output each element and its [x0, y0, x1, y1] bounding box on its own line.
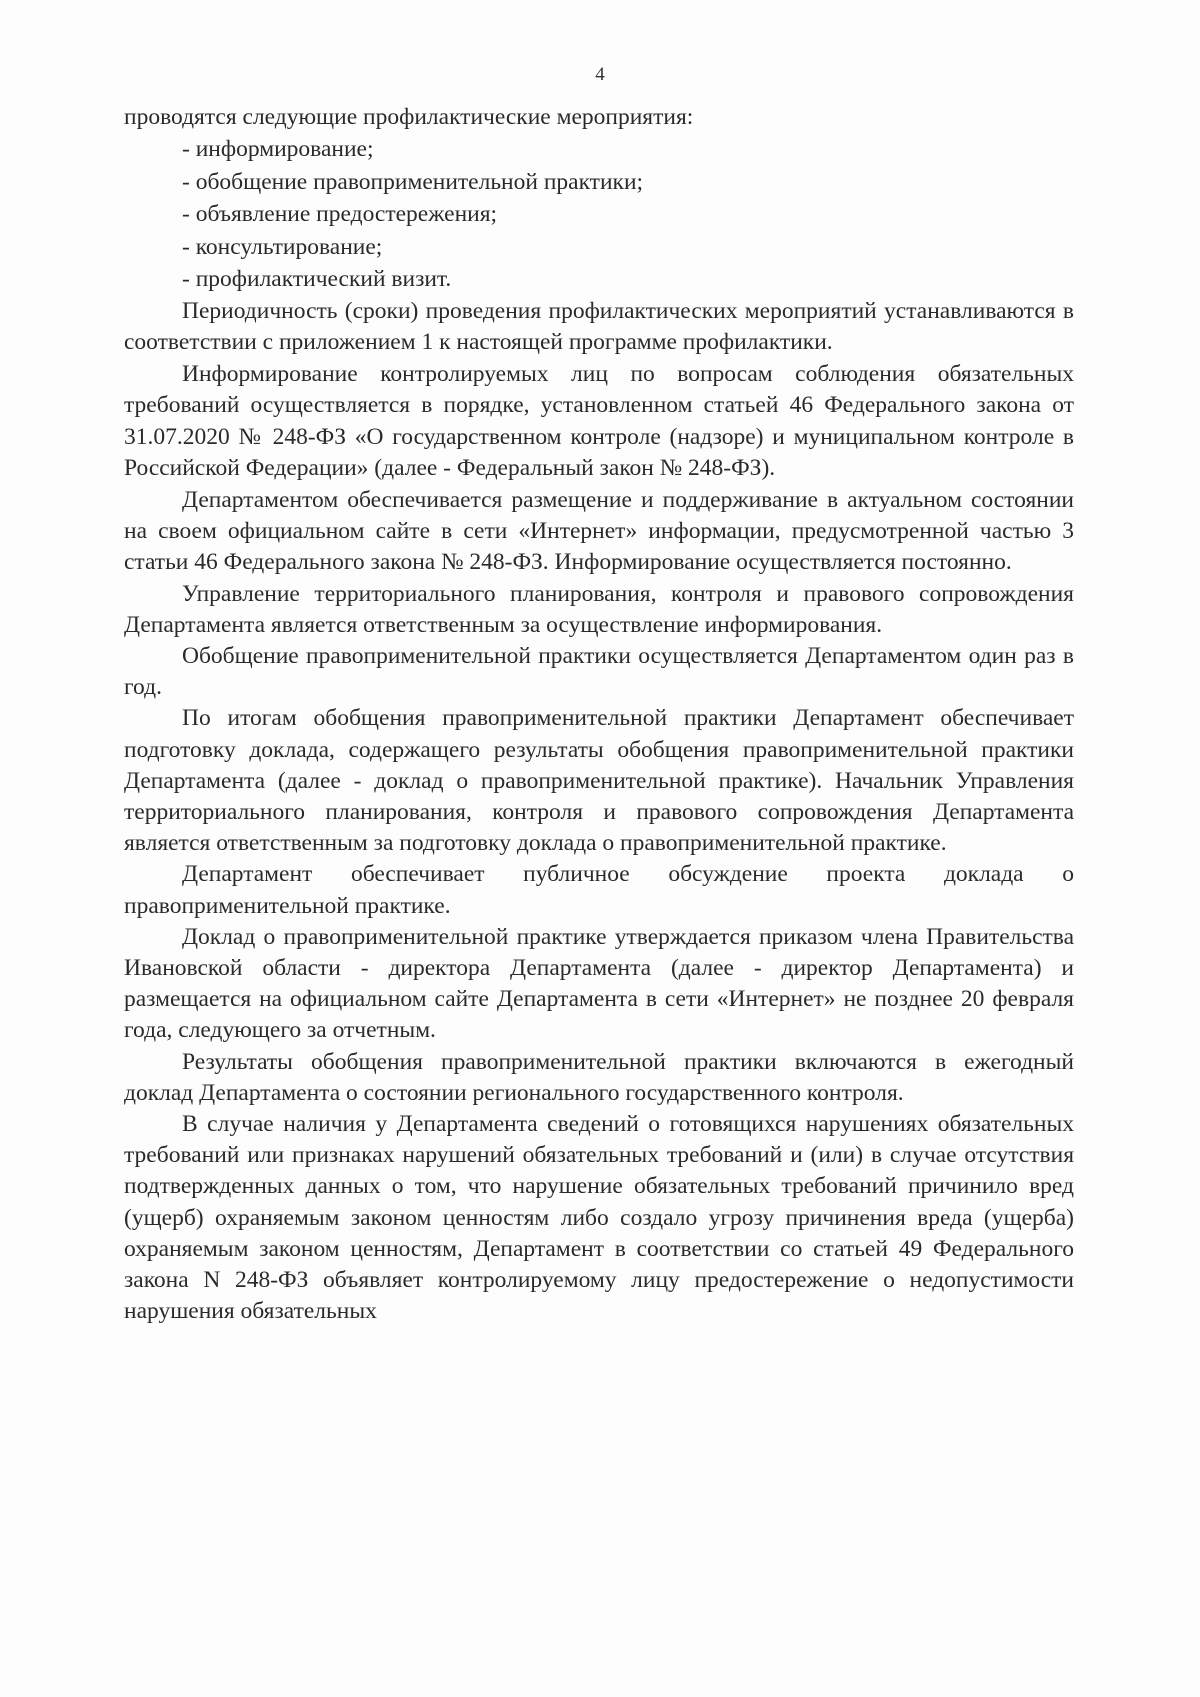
- paragraph-website: Департаментом обеспечивается размещение и поддерживание в актуальном состоянии на своем официальном сайте в сети «Интернет» информации, предусмотренной частью 3 статьи 46 Федерального закона № 248-ФЗ. Информирование осуществляется постоянно.: [124, 486, 1074, 576]
- list-item: - обобщение правоприменительной практики;: [182, 168, 644, 195]
- paragraph-annual-report: Результаты обобщения правоприменительной практики включаются в ежегодный доклад Департамента о состоянии регионального государственного контроля.: [124, 1048, 1074, 1106]
- list-item: - консультирование;: [182, 233, 383, 260]
- paragraph-informing: Информирование контролируемых лиц по вопросам соблюдения обязательных требований осуществляется в порядке, установленном статьей 46 Федерального закона от 31.07.2020 № 248-ФЗ «О государственном контроле (надзоре) и муниципальном контроле в Российской Федерации» (далее - Федеральный закон № 248-ФЗ).: [124, 361, 1074, 481]
- paragraph-report-preparation: По итогам обобщения правоприменительной практики Департамент обеспечивает подготовку доклада, содержащего результаты обобщения правоприменительной практики Департамента (далее - доклад о правоприменительной практике). Начальник Управления территориального планирования, контроля и правового сопровождения Департамента является ответственным за подготовку доклада о правоприменительной практике.: [124, 705, 1074, 857]
- paragraph-responsible-department: Управление территориального планирования, контроля и правового сопровождения Департамента является ответственным за осуществление информирования.: [124, 580, 1074, 638]
- page-number: 4: [595, 64, 605, 85]
- document-body: [124, 102, 1074, 1327]
- list-item: - профилактический визит.: [182, 266, 452, 293]
- paragraph-generalization: Обобщение правоприменительной практики осуществляется Департаментом один раз в год.: [124, 642, 1074, 701]
- list-item: - информирование;: [182, 136, 374, 163]
- list-item: - объявление предостережения;: [182, 201, 498, 228]
- paragraph-periodicity: Периодичность (сроки) проведения профилактических мероприятий устанавливаются в соответствии с приложением 1 к настоящей программе профилактики.: [124, 297, 1074, 355]
- intro-line: проводятся следующие профилактические мероприятия:: [124, 104, 694, 130]
- paragraph-public-discussion: Департамент обеспечивает публичное обсуждение проекта доклада о правоприменительной практике.: [124, 861, 1074, 919]
- paragraph-report-approval: Доклад о правоприменительной практике утверждается приказом члена Правительства Ивановской области - директора Департамента (далее - директор Департамента) и размещается на официальном сайте Департамента в сети «Интернет» не позднее 20 февраля года, следующего за отчетным.: [124, 923, 1074, 1044]
- paragraph-warning: В случае наличия у Департамента сведений о готовящихся нарушениях обязательных требований или признаках нарушений обязательных требований и (или) в случае отсутствия подтвержденных данных о том, что нарушение обязательных требований причинило вред (ущерб) охраняемым законом ценностям либо создало угрозу причинения вреда (ущерба) охраняемым законом ценностям, Департамент в соответствии со статьей 49 Федерального закона N 248-ФЗ объявляет контролируемому лицу предостережение о недопустимости нарушения обязательных: [124, 1110, 1074, 1325]
- measures-list: [124, 133, 1074, 296]
